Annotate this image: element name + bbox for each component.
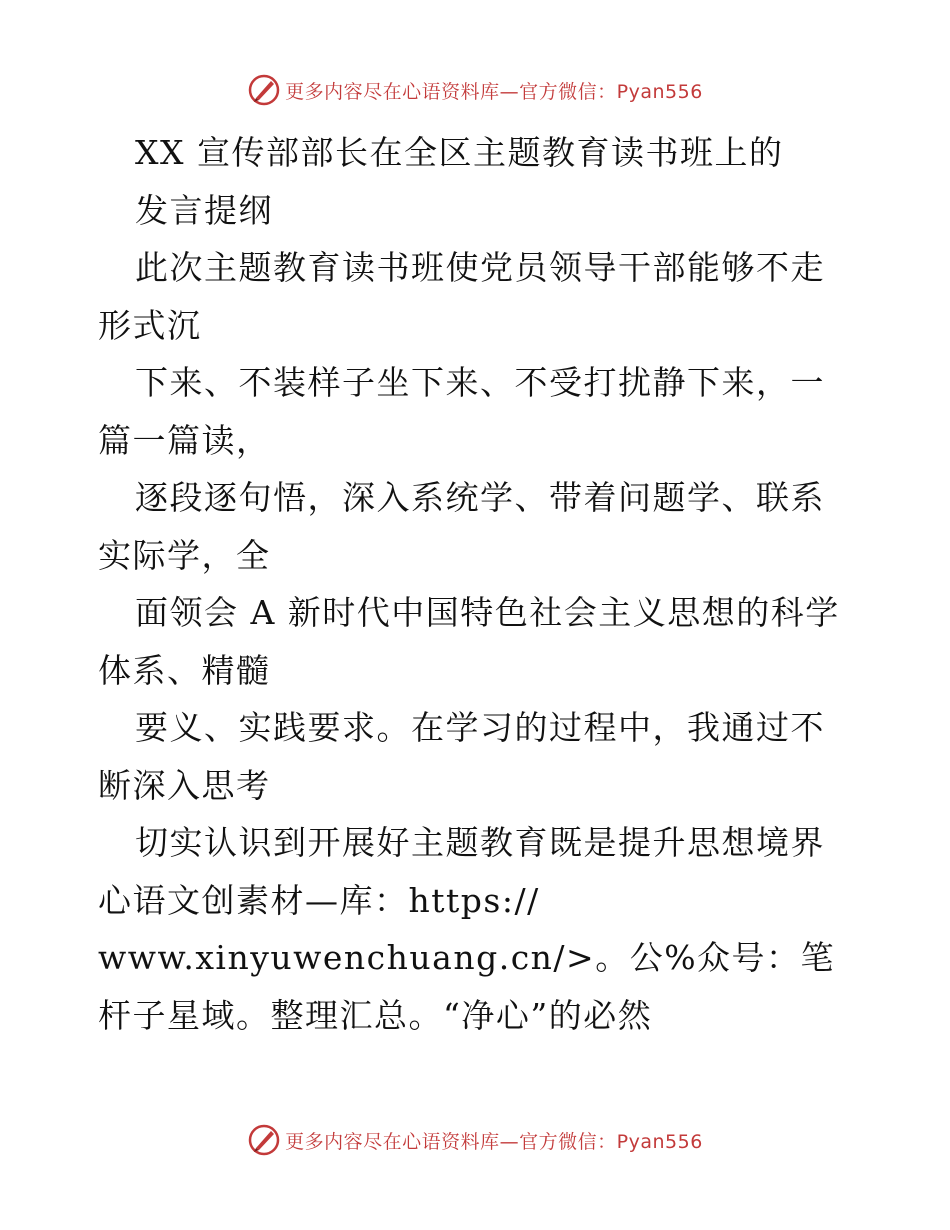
paragraph-5: 要义、实践要求。在学习的过程中，我通过不断深入思考 [98, 708, 825, 805]
pen-logo-icon [247, 1123, 281, 1157]
banner-text: 更多内容尽在心语资料库—官方微信：Pyan556 [285, 1130, 703, 1153]
header-banner [0, 70, 950, 110]
pen-logo-icon [247, 73, 281, 107]
banner-text: 更多内容尽在心语资料库—官方微信：Pyan556 [285, 80, 703, 103]
document-body [98, 124, 858, 1044]
footer-banner [0, 1120, 950, 1160]
paragraph-2: 下来、不装样子坐下来、不受打扰静下来，一篇一篇读， [98, 363, 825, 460]
paragraph-7: www.xinyuwenchuang.cn/>。公%众号：笔杆子星域。整理汇总。“净心”的必然 [98, 938, 836, 1035]
paragraph-6: 切实认识到开展好主题教育既是提升思想境界心语文创素材—库：https:// [98, 823, 825, 920]
paragraph-4: 面领会 A 新时代中国特色社会主义思想的科学体系、精髓 [98, 593, 840, 690]
paragraph-3: 逐段逐句悟，深入系统学、带着问题学、联系实际学，全 [98, 478, 825, 575]
paragraph-1: 此次主题教育读书班使党员领导干部能够不走形式沉 [98, 248, 825, 345]
title-line-2: 发言提纲 [135, 190, 273, 230]
title-line-1: XX 宣传部部长在全区主题教育读书班上的 [135, 133, 784, 172]
